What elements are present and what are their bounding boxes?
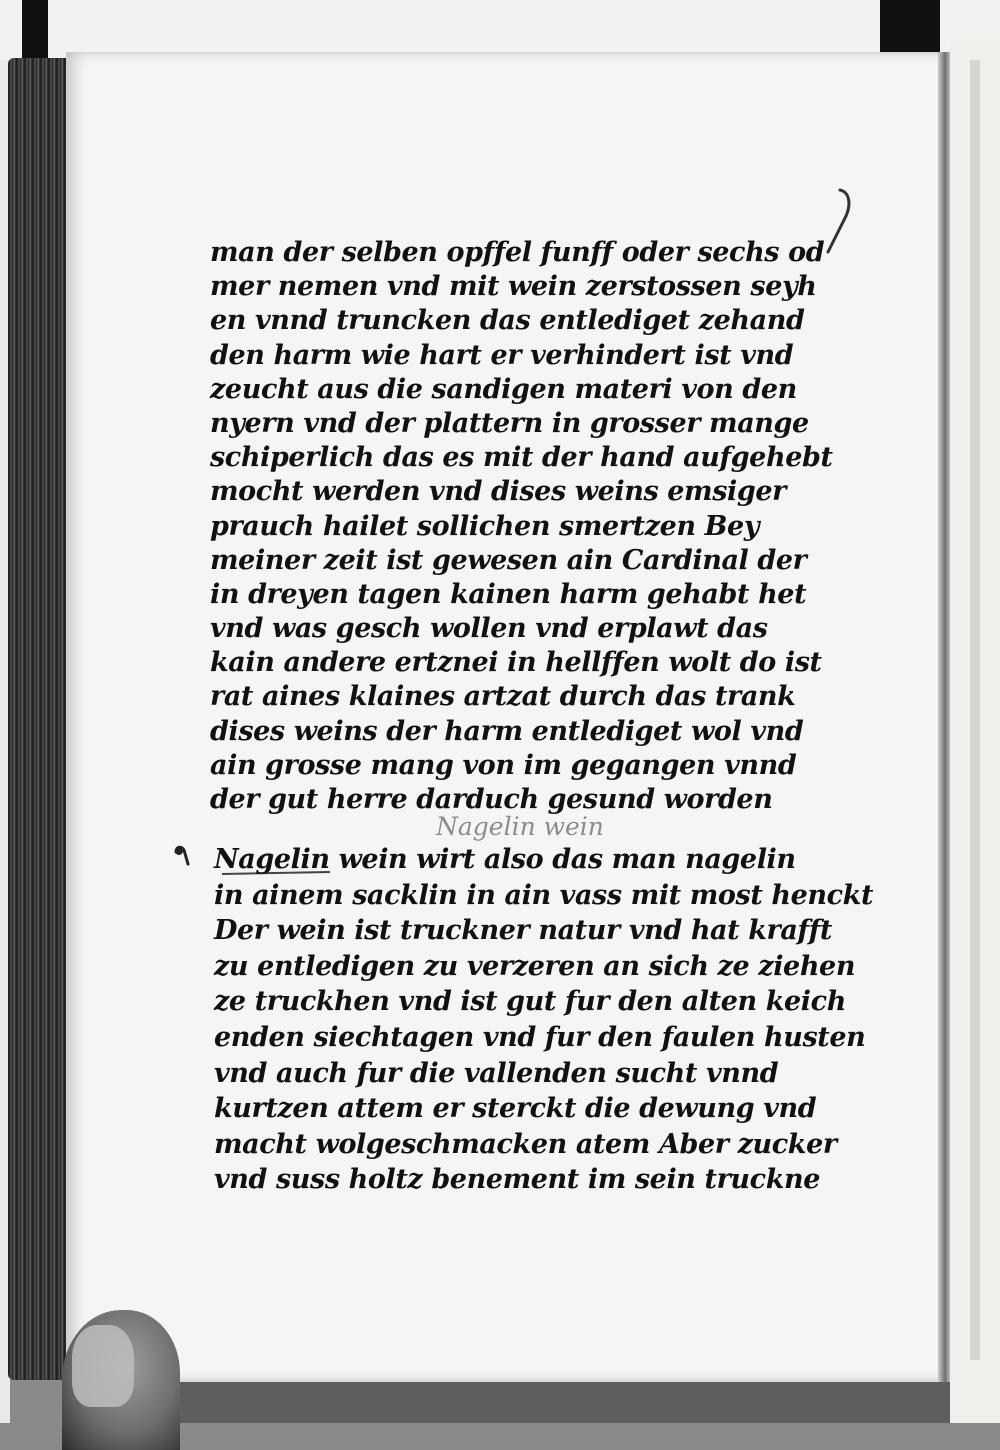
book-clamp-left — [22, 0, 48, 60]
text-line: en vnnd truncken das entlediget zehand — [210, 305, 805, 337]
pilcrow-mark-icon — [170, 838, 200, 868]
text-line: meiner zeit ist gewesen ain Cardinal der — [210, 544, 807, 576]
text-line: vnd suss holtz benement im sein truckne — [214, 1164, 821, 1196]
text-line: nyern vnd der plattern in grosser mange — [210, 407, 809, 439]
text-line: in dreyen tagen kainen harm gehabt het — [210, 578, 807, 610]
text-line: zeucht aus die sandigen materi von den — [210, 373, 797, 405]
text-line: vnd auch fur die vallenden sucht vnnd — [214, 1057, 779, 1089]
text-line: rat aines klaines artzat durch das trank — [210, 681, 796, 713]
text-line: dises weins der harm entlediget wol vnd — [210, 715, 804, 747]
text-line: enden siechtagen vnd fur den faulen husten — [214, 1021, 866, 1053]
text-line: kain andere ertznei in hellffen wolt do ist — [210, 647, 822, 679]
text-line: der gut herre darduch gesund worden — [210, 784, 773, 815]
text-line: mocht werden vnd dises weins emsiger — [210, 476, 786, 508]
text-line: prauch hailet sollichen smertzen Bey — [210, 510, 760, 542]
text-line: man der selben opffel funff oder sechs od — [210, 237, 825, 268]
book-clamp-right — [880, 0, 940, 60]
section-heading: Nagelin wein — [436, 812, 604, 841]
text-line: ain grosse mang von im gegangen vnnd — [210, 749, 797, 781]
page-edges — [8, 58, 70, 1380]
thumbnail-highlight — [72, 1325, 134, 1407]
text-line: macht wolgeschmacken atem Aber zucker — [214, 1128, 837, 1160]
text-line: Der wein ist truckner natur vnd hat krafft — [214, 915, 832, 947]
text-line: in ainem sacklin in ain vass mit most henckt — [214, 879, 874, 911]
text-line: Nagelin wein wirt also das man nagelin — [214, 844, 796, 875]
text-line: ze truckhen vnd ist gut fur den alten keich — [214, 986, 846, 1018]
text-line: vnd was gesch wollen vnd erplawt das — [210, 613, 768, 645]
text-line: den harm wie hart er verhindert ist vnd — [210, 339, 794, 371]
text-line: kurtzen attem er sterckt die dewung vnd — [214, 1093, 817, 1125]
facing-page-edge — [970, 60, 980, 1360]
paragraph-1 — [210, 236, 900, 817]
text-line: schiperlich das es mit der hand aufgehebt — [210, 442, 833, 474]
bottom-shadow — [150, 1382, 950, 1423]
paragraph-2 — [214, 842, 904, 1198]
text-line: zu entledigen zu verzeren an sich ze ziehen — [214, 950, 856, 982]
text-line: mer nemen vnd mit wein zerstossen seyh — [210, 271, 817, 303]
